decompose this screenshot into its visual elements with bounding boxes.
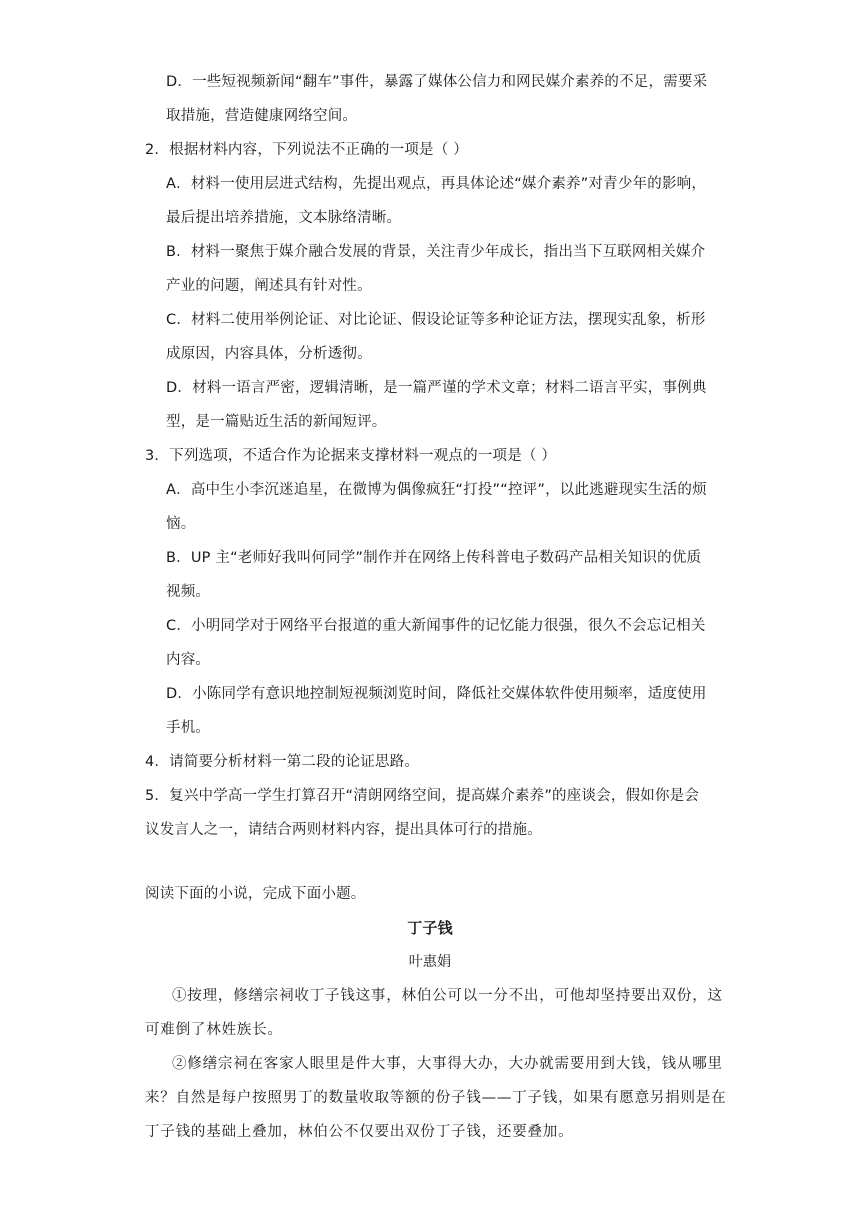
- q2-option-c-line2: 成原因，内容具体，分析透彻。: [166, 346, 372, 362]
- q3-option-b-line2: 视频。: [166, 584, 211, 600]
- q3-option-c-line2: 内容。: [166, 652, 211, 668]
- paragraph-2-line2: 来？自然是每户按照男丁的数量收取等额的份子钱——丁子钱，如果有愿意另捐则是在: [145, 1090, 727, 1106]
- story-title: 丁子钱: [407, 919, 453, 937]
- q1-option-d-line1: D．一些短视频新闻“翻车”事件，暴露了媒体公信力和网民媒介素养的不足，需要采: [166, 74, 708, 90]
- q3-option-d-line2: 手机。: [166, 720, 211, 736]
- paragraph-1-line1: ①按理，修缮宗祠收丁子钱这事，林伯公可以一分不出，可他却坚持要出双份，这: [172, 988, 723, 1004]
- question-5-stem-line1: 5．复兴中学高一学生打算召开“清朗网络空间，提高媒介素养”的座谈会，假如你是会: [145, 788, 700, 804]
- q3-option-a-line1: A．高中生小李沉迷追星，在微博为偶像疯狂“打投”“控评”，以此逃避现实生活的烦: [166, 482, 707, 498]
- paragraph-1-line2: 可难倒了林姓族长。: [145, 1022, 283, 1038]
- story-author: 叶惠娟: [408, 954, 452, 970]
- question-3-stem: 3．下列选项，不适合作为论据来支撑材料一观点的一项是（ ）: [145, 448, 557, 464]
- reading-instruction: 阅读下面的小说，完成下面小题。: [145, 886, 366, 902]
- q2-option-d-line2: 型，是一篇贴近生活的新闻短评。: [166, 414, 387, 430]
- question-4-stem: 4．请简要分析材料一第二段的论证思路。: [145, 754, 420, 770]
- q2-option-b-line1: B．材料一聚焦于媒介融合发展的背景，关注青少年成长，指出当下互联网相关媒介: [166, 244, 706, 260]
- q3-option-d-line1: D．小陈同学有意识地控制短视频浏览时间，降低社交媒体软件使用频率，适度使用: [166, 686, 707, 702]
- q2-option-a-line2: 最后提出培养措施，文本脉络清晰。: [166, 210, 402, 226]
- question-5-stem-line2: 议发言人之一，请结合两则材料内容，提出具体可行的措施。: [145, 822, 542, 838]
- paragraph-2-line1: ②修缮宗祠在客家人眼里是件大事，大事得大办，大办就需要用到大钱，钱从哪里: [172, 1056, 723, 1072]
- q2-option-a-line1: A．材料一使用层进式结构，先提出观点，再具体论述“媒介素养”对青少年的影响，: [166, 176, 707, 192]
- q3-option-b-line1: B．UP 主“老师好我叫何同学”制作并在网络上传科普电子数码产品相关知识的优质: [166, 550, 702, 566]
- q2-option-b-line2: 产业的问题，阐述具有针对性。: [166, 278, 372, 294]
- q3-option-c-line1: C．小明同学对于网络平台报道的重大新闻事件的记忆能力很强，很久不会忘记相关: [166, 618, 706, 634]
- paragraph-2-line3: 丁子钱的基础上叠加，林伯公不仅要出双份丁子钱，还要叠加。: [145, 1124, 574, 1140]
- q2-option-c-line1: C．材料二使用举例论证、对比论证、假设论证等多种论证方法，摆现实乱象，析形: [166, 312, 706, 328]
- q3-option-a-line2: 恼。: [166, 516, 196, 532]
- q1-option-d-line2: 取措施，营造健康网络空间。: [166, 108, 358, 124]
- question-2-stem: 2．根据材料内容，下列说法不正确的一项是（ ）: [145, 142, 468, 158]
- q2-option-d-line1: D．材料一语言严密，逻辑清晰，是一篇严谨的学术文章；材料二语言平实，事例典: [166, 380, 707, 396]
